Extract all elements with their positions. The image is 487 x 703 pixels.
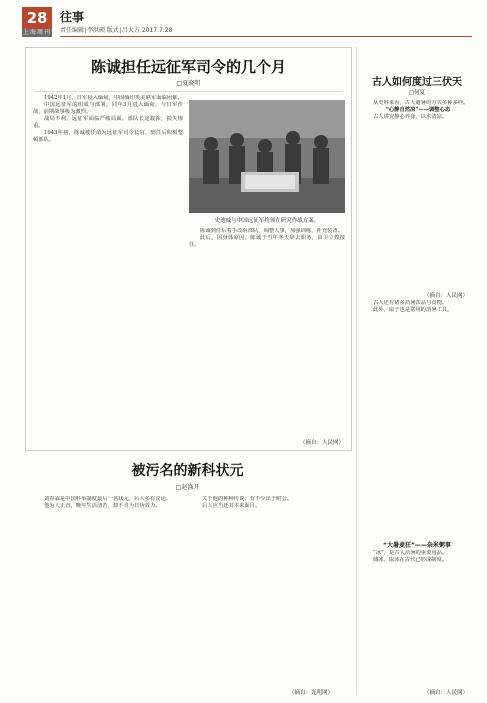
paragraph: 古人讲究静心养身，以求清凉。 <box>373 114 448 120</box>
page-header <box>22 7 472 37</box>
article-column <box>33 95 183 447</box>
edition-label: 上海周刊 <box>22 29 51 36</box>
photo-image <box>189 100 345 213</box>
source-note: （摘自：人民网） <box>424 690 469 696</box>
article-column <box>191 496 347 691</box>
source-note: （摘自：人民网） <box>424 293 469 299</box>
page-number: 28 <box>22 7 52 29</box>
article-title: “大暑麦狂”——杂米粥事 <box>383 542 451 549</box>
paragraph: 中国远征军的组成与部署，同年3月进入缅甸，与日军作战，前期战事极为激烈。 <box>33 102 183 115</box>
source-note: （摘自：人民网） <box>300 440 345 446</box>
column-divider <box>356 47 357 695</box>
historical-photo <box>189 100 345 213</box>
editor-meta: 责任编辑∣李洪硕 版式∣吕大方 2017.7.28 <box>60 27 173 34</box>
paragraph: 从史料来看，古人避暑的方式多种多样。 <box>373 100 469 106</box>
article-title: 被污名的新科状元 <box>131 463 244 479</box>
divider <box>34 91 343 92</box>
paragraph: 此后，因身体原因，陈诚于当年冬天辞去职务，由卫立煌接任。 <box>189 235 345 248</box>
section-title: 往事 <box>60 10 85 24</box>
article-byline: □夏晓明 <box>176 80 201 87</box>
article-column <box>33 496 185 691</box>
article-column <box>362 300 474 535</box>
paragraph: 战局不利，远征军面临严峻局面，部队长途跋涉，损失惨重。 <box>33 116 183 129</box>
photo-caption: 史迪威与中国远征军将领在研究作战方案。 <box>214 218 320 224</box>
subheading: “心静自然凉”——调整心态 <box>385 107 451 113</box>
source-note: （摘自：光明网） <box>289 690 334 696</box>
article-byline: □何夏 <box>408 90 426 96</box>
paragraph: 刘春霖是中国科举制度最后一名状元，后人多有议论。 <box>44 496 172 502</box>
paragraph: 储冰、取冰在古代已形成制度。 <box>373 557 448 563</box>
paragraph: 1942年1月，日军侵入缅甸，中国缅印英美联军面临困难。 <box>44 95 183 101</box>
paragraph: 他为人正直，晚年生活清苦，却不肯为日伪效力。 <box>44 503 161 509</box>
article-title: 古人如何度过三伏天 <box>372 77 462 88</box>
paragraph: 此外，扇子也是常用的消暑工具。 <box>373 307 453 313</box>
article-byline: □赵涤开 <box>175 484 200 491</box>
paragraph: 古人还有诸多消暑饮品与食物。 <box>373 300 448 306</box>
paragraph: 关于他的种种传说，有不少出于附会。 <box>202 496 293 502</box>
paragraph: 1943年初，陈诚被任命为远征军司令长官，到任后积极整顿部队。 <box>33 130 183 143</box>
article-column <box>362 550 474 683</box>
article-column <box>189 228 345 441</box>
paragraph: 陈诚到任后着手改组部队，调整人事，加强训练，补充装备。 <box>200 228 344 234</box>
paragraph: “冰”，是古人消暑的重要用品。 <box>373 550 448 556</box>
paragraph: 后人应当还其本来面目。 <box>202 503 261 509</box>
header-rule <box>60 36 472 37</box>
article-column <box>362 100 474 285</box>
article-title: 陈诚担任远征军司令的几个月 <box>90 58 286 76</box>
